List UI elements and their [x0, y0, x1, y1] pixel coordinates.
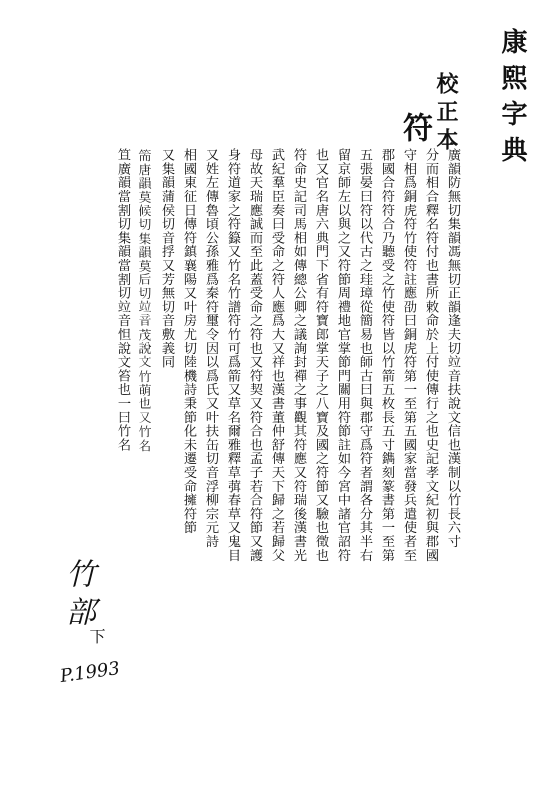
page-number: P.1993 [58, 657, 122, 688]
text-column: 又集韻蒲侯切音捊又芳無切音敷義同 [159, 148, 174, 369]
text-column: 相國東征日傳符鎮襄陽又叶房尤切陸機詩秉節化未遷受命擁符節 [181, 148, 196, 535]
text-column: 笪廣韻當割切集韻當割切竝音怛說文笞也一曰竹名 [115, 148, 130, 452]
text-column: 也又官名唐六典門下省有符寶郎掌天子之八寶及國之符節又驗也徵也 [313, 148, 328, 562]
text-column: 分而相合釋名符付也書所敕命於上付使傳行之也史記孝文紀初與郡國 [423, 148, 438, 562]
section-mark: 下 [87, 628, 106, 644]
text-column: 母故天瑞應誠而至此蓋受命之符也又符契又符合也孟子若合符節又護 [247, 148, 262, 562]
text-column: 符命史記司馬相如傳總公卿之議詢封禪之事觀其符應又符瑞後漢書光 [291, 148, 306, 562]
text-column: 郡國合符符合乃聽受之竹使符皆以竹箭五枚長五寸鐫刻篆書第一至第 [379, 148, 394, 562]
text-column: 武紀羣臣奏曰受命之符人應爲大又祥也漢書董仲舒傳天下歸之若歸父 [269, 148, 284, 562]
text-column: 五張晏曰符以代古之珪璋從簡易也師古曰與郡守爲符者謂各分其半右 [357, 148, 372, 562]
text-column: 𥬵唐韻莫候切集韻莫后切竝音茂說文竹萌也又竹名 [137, 148, 152, 452]
radical-label: 竹部 [60, 558, 95, 634]
text-column: 守相爲銅虎符竹使符註應劭曰銅虎符第一至第五國家當發兵遣使者至 [401, 148, 416, 562]
head-character: 符 [397, 112, 432, 142]
edition-label: 校正本 [433, 72, 459, 156]
book-title: 康熙字典 [497, 28, 527, 172]
text-column: 留京師左以與之又符節周禮地官掌節門關用符節註如今宮中諸官詔符 [335, 148, 350, 562]
text-column: 廣韻防無切集韻馮無切正韻逢夫切竝音扶說文信也漢制以竹長六寸 [445, 148, 460, 549]
text-column: 又姓左傳魯頃公孫雅爲秦符璽令因以爲氏又叶扶缶切音浮柳宗元詩 [203, 148, 218, 549]
text-column: 身符道家之符籙又竹名竹譜符竹可爲箭又草名爾雅釋草葞春草又鬼目 [225, 148, 240, 562]
